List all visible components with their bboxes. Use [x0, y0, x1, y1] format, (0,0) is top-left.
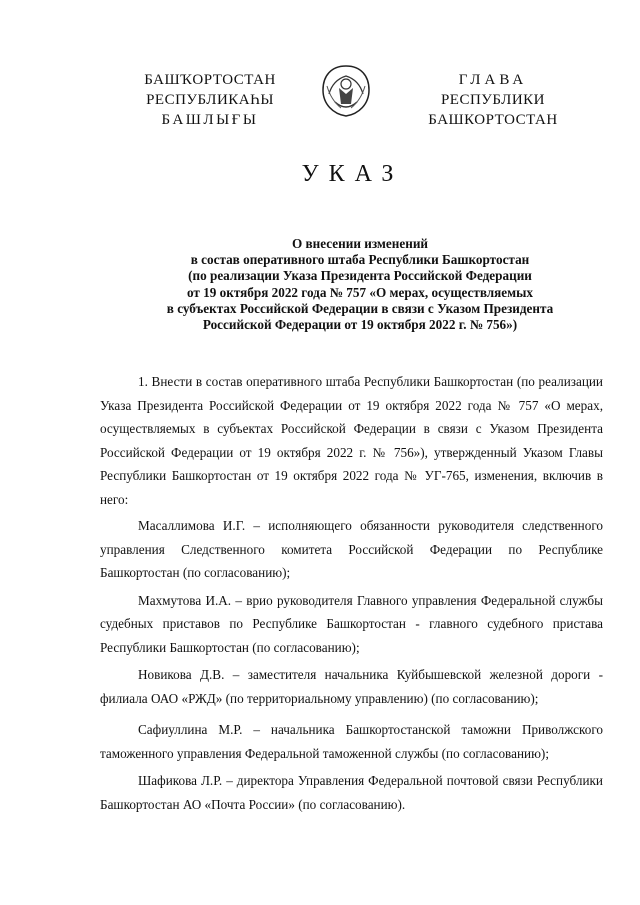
document-title: УКАЗ — [301, 161, 404, 187]
decree-body — [100, 370, 603, 820]
decree-paragraph: Сафиуллина М.Р. – начальника Башкортостанской таможни Приволжского таможенного управления Федеральной таможенной службы (по согласованию); — [100, 722, 603, 761]
header-left-line: БАШЛЫҒЫ — [161, 112, 259, 128]
decree-paragraph: Махмутова И.А. – врио руководителя Главного управления Федеральной службы судебных приставов по Республике Башкортостан - главного судебного пристава Республики Башкортостан (по согласованию); — [100, 592, 603, 655]
subject-line: (по реализации Указа Президента Российской Федерации — [188, 268, 532, 284]
header-left-line: БАШҠОРТОСТАН — [144, 72, 276, 88]
subject-line: в состав оперативного штаба Республики Башкортостан — [190, 252, 530, 268]
decree-paragraph: Масаллимова И.Г. – исполняющего обязанности руководителя следственного управления Следственного комитета Российской Федерации по Республике Башкортостан (по согласованию); — [100, 518, 603, 580]
decree-paragraph: 1. Внести в состав оперативного штаба Республики Башкортостан (по реализации Указа Президента Российской Федерации от 19 октября 2022 года № 757 «О мерах, осуществляемых в субъектах Российской Федерации в связи с Указом Президента Российской Федерации от 19 октября 2022 г. № 756»), утвержденный Указом Главы Республики Башкортостан от 19 октября 2022 года № УГ-765, изменения, включив в него: — [100, 374, 603, 507]
decree-paragraph: Новикова Д.В. – заместителя начальника Куйбышевской железной дороги - филиала ОАО «РЖД» (по территориальному управлению) (по согласованию); — [100, 667, 603, 706]
subject-line: в субъектах Российской Федерации в связи с Указом Президента — [166, 300, 554, 316]
decree-paragraph: Шафикова Л.Р. – директора Управления Федеральной почтовой связи Республики Башкортостан АО «Почта России» (по согласованию). — [100, 773, 603, 812]
header-russian-title — [398, 70, 588, 130]
header-left-line: РЕСПУБЛИКАҺЫ — [146, 92, 274, 108]
subject-line: от 19 октября 2022 года № 757 «О мерах, осуществляемых — [186, 284, 534, 300]
header-bashkir-title — [115, 70, 305, 130]
subject-line: О внесении изменений — [291, 236, 429, 251]
subject-line: Российской Федерации от 19 октября 2022 г. № 756») — [202, 317, 518, 333]
header-right-line: ГЛАВА — [458, 72, 528, 88]
decree-subject — [90, 236, 630, 333]
coat-of-arms-emblem — [321, 64, 371, 118]
header-right-line: РЕСПУБЛИКИ — [440, 92, 546, 108]
header-right-line: БАШКОРТОСТАН — [428, 112, 558, 128]
